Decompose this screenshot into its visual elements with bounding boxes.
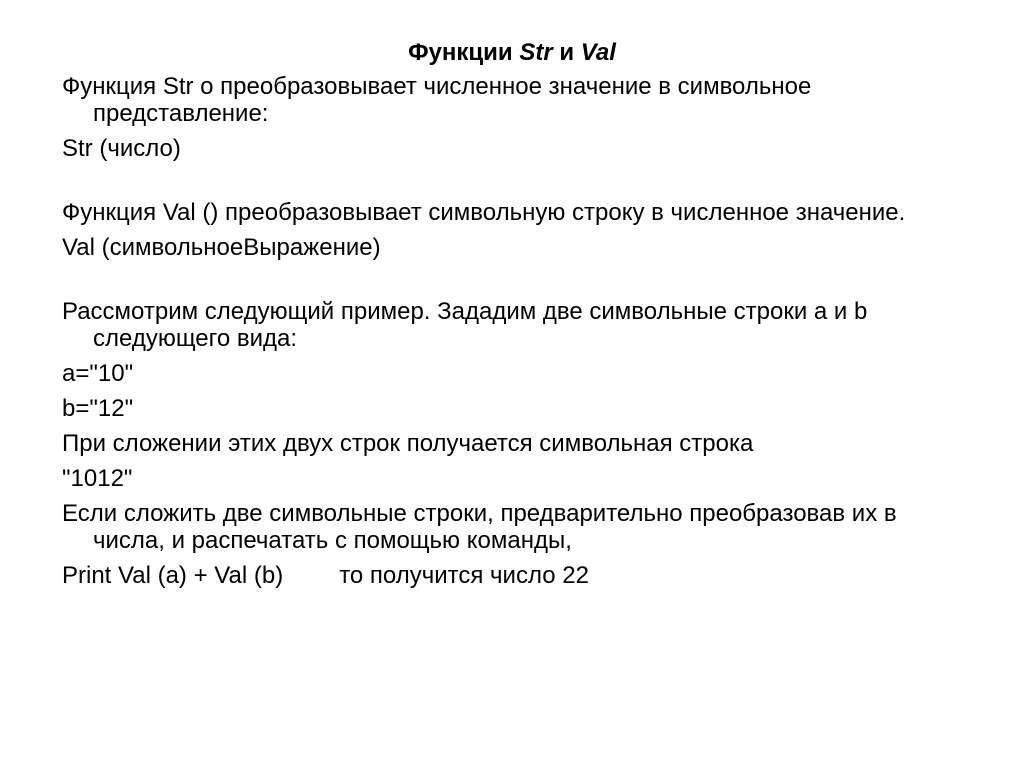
print-code: Print Val (a) + Val (b) [62, 562, 284, 589]
title-prefix: Функции [408, 39, 520, 66]
example-b: b="12" [62, 395, 134, 422]
print-line [62, 562, 962, 589]
example-a: a="10" [62, 360, 134, 387]
concat-result: "1012" [62, 465, 133, 492]
slide-title [0, 38, 1024, 68]
paragraph-val-description: Функция Val () преобразовывает символьную строку в численное значение. [62, 199, 906, 226]
title-val: Val [580, 39, 616, 66]
paragraph-conversion: Если сложить две символьные строки, предварительно преобразовав их в числа, и распечатать с помощью команды, [62, 500, 897, 554]
str-syntax: Str (число) [62, 135, 181, 162]
title-str: Str [519, 39, 553, 66]
paragraph-str-description: Функция Str о преобразовывает численное значение в символьное представление: [62, 73, 812, 127]
concat-description: При сложении этих двух строк получается символьная строка [62, 430, 754, 457]
paragraph-example-intro: Рассмотрим следующий пример. Зададим две символьные строки а и b следующего вида: [62, 298, 868, 352]
title-conjunction: и [552, 39, 581, 66]
print-result: то получится число 22 [339, 562, 589, 589]
val-syntax: Val (символьноеВыражение) [62, 234, 381, 261]
slide-body [62, 73, 962, 589]
